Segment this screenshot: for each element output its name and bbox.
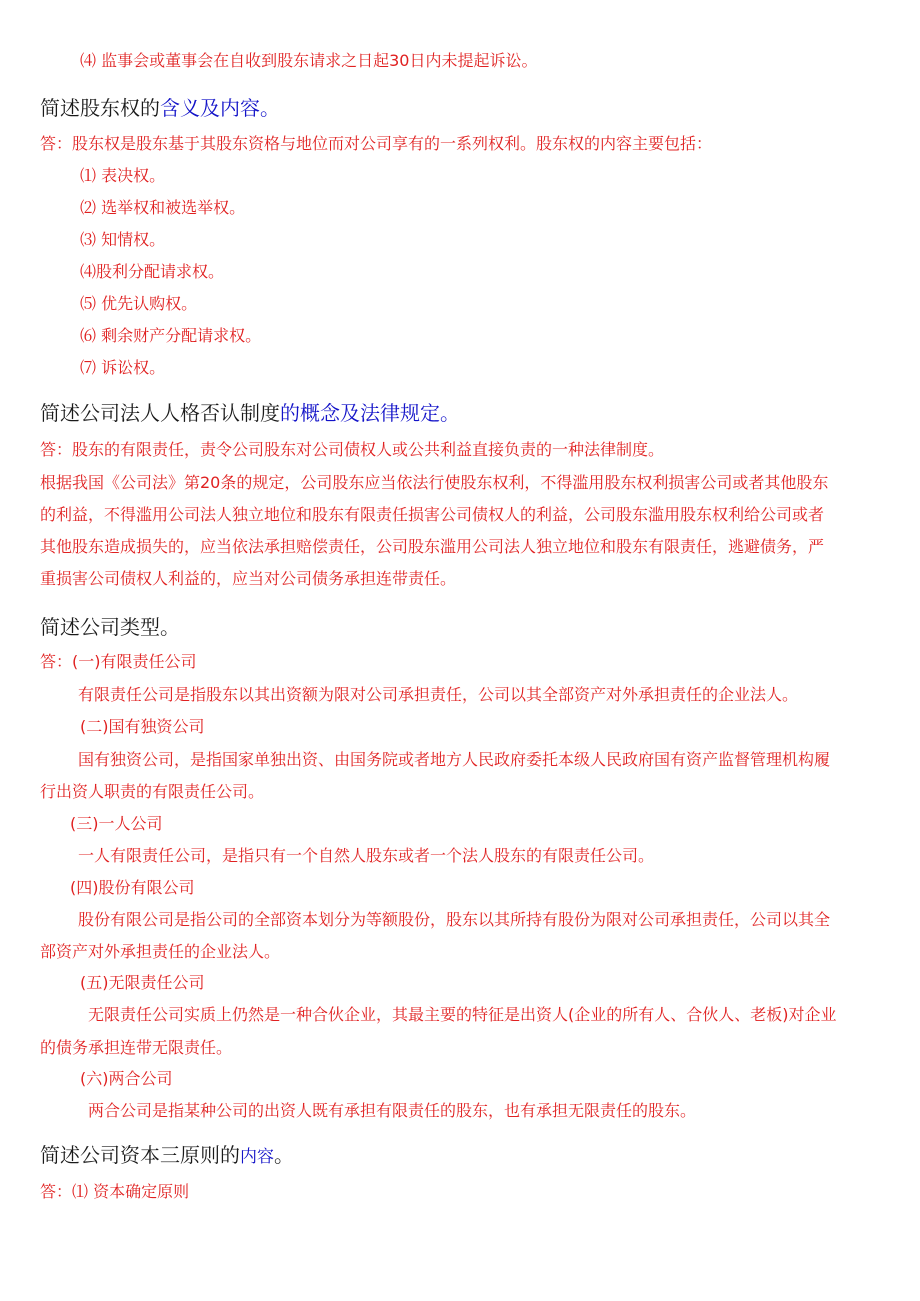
- q1-list-item: ⑺ 诉讼权。: [80, 358, 166, 377]
- q3-type-4-desc: 股份有限公司是指公司的全部资本划分为等额股份，股东以其所持有股份为限对公司承担责任，公司以其全: [78, 910, 831, 929]
- question-4-answer: 答：⑴ 资本确定原则: [40, 1182, 190, 1201]
- q3-type-5-desc: 的债务承担连带无限责任。: [40, 1038, 233, 1057]
- question-2-title: [40, 399, 460, 427]
- q1-list-item: ⑶ 知情权。: [80, 230, 166, 249]
- q3-type-6-desc: 两合公司是指某种公司的出资人既有承担有限责任的股东，也有承担无限责任的股东。: [88, 1101, 697, 1120]
- question-1-title: [40, 94, 280, 122]
- question-1-answer: 答：股东权是股东基于其股东资格与地位而对公司享有的一系列权利。股东权的内容主要包括：: [40, 134, 713, 153]
- q3-type-5-desc: 无限责任公司实质上仍然是一种合伙企业，其最主要的特征是出资人(企业的所有人、合伙人、老板)对企业: [88, 1005, 837, 1024]
- q1-list-item: ⑵ 选举权和被选举权。: [80, 198, 246, 217]
- q3-answer-head: 答：(一)有限责任公司: [40, 652, 197, 671]
- q2-paragraph-line: 根据我国《公司法》第20条的规定，公司股东应当依法行使股东权利，不得滥用股东权利损害公司或者其他股东: [40, 473, 829, 492]
- q3-type-5-head: (五)无限责任公司: [80, 973, 205, 992]
- q3-type-1-desc: 有限责任公司是指股东以其出资额为限对公司承担责任，公司以其全部资产对外承担责任的企业法人。: [78, 685, 799, 704]
- question-3-title: 简述公司类型。: [40, 615, 180, 639]
- q3-type-2-head: (二)国有独资公司: [80, 717, 205, 736]
- question-4-title-highlight: 内容: [240, 1147, 274, 1167]
- q1-list-item: ⑹ 剩余财产分配请求权。: [80, 326, 262, 345]
- q3-type-4-head: (四)股份有限公司: [70, 878, 195, 897]
- question-4-title: [40, 1141, 294, 1171]
- q2-paragraph-line: 重损害公司债权人利益的，应当对公司债务承担连带责任。: [40, 569, 457, 588]
- question-2-title-main: 简述公司法人人格否认制度: [40, 401, 280, 425]
- q3-type-2-desc: 行出资人职责的有限责任公司。: [40, 782, 265, 801]
- top-item-4: ⑷ 监事会或董事会在自收到股东请求之日起30日内未提起诉讼。: [80, 51, 538, 70]
- question-2-title-highlight: 的概念及法律规定。: [280, 401, 460, 425]
- q3-type-6-head: (六)两合公司: [80, 1069, 173, 1088]
- q3-type-3-head: (三)一人公司: [70, 814, 163, 833]
- question-1-title-highlight: 含义及内容。: [160, 96, 280, 120]
- question-1-title-main: 简述股东权的: [40, 96, 160, 120]
- q1-list-item: ⑴ 表决权。: [80, 166, 166, 185]
- q1-list-item: ⑷股利分配请求权。: [80, 262, 225, 281]
- q3-type-2-desc: 国有独资公司，是指国家单独出资、由国务院或者地方人民政府委托本级人民政府国有资产监督管理机构履: [78, 750, 831, 769]
- q1-list-item: ⑸ 优先认购权。: [80, 294, 198, 313]
- question-4-title-main: 简述公司资本三原则的: [40, 1143, 240, 1167]
- q2-paragraph-line: 其他股东造成损失的，应当依法承担赔偿责任，公司股东滥用公司法人独立地位和股东有限责任，逃避债务，严: [40, 537, 825, 556]
- question-4-title-end: 。: [274, 1143, 294, 1167]
- q3-type-3-desc: 一人有限责任公司，是指只有一个自然人股东或者一个法人股东的有限责任公司。: [78, 846, 655, 865]
- q2-paragraph-line: 的利益，不得滥用公司法人独立地位和股东有限责任损害公司债权人的利益，公司股东滥用股东权利给公司或者: [40, 505, 825, 524]
- question-2-answer: 答：股东的有限责任，责令公司股东对公司债权人或公共利益直接负责的一种法律制度。: [40, 440, 665, 459]
- q3-type-4-desc: 部资产对外承担责任的企业法人。: [40, 942, 281, 961]
